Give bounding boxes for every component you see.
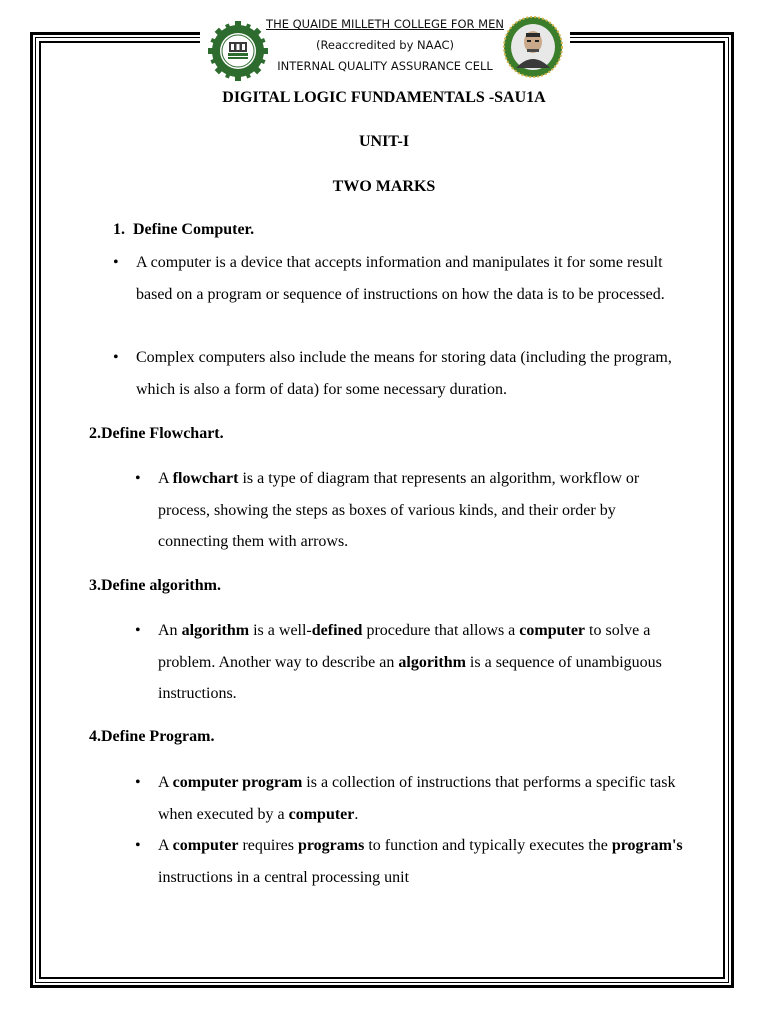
- bullet-icon: •: [135, 837, 141, 854]
- question-1-answer-1: A computer is a device that accepts information and manipulates it for some result based on a program or sequence of instructions on how the data is to be processed.: [136, 254, 665, 303]
- question-3-answer: An algorithm is a well-defined procedure that allows a computer to solve a problem. Another way to describe an algorithm is a sequence of unambiguous instructions.: [158, 622, 662, 702]
- question-1-title: Define Computer.: [133, 221, 255, 238]
- question-3-heading: 3.Define algorithm.: [89, 577, 221, 594]
- question-1-answer-2: Complex computers also include the means for storing data (including the program, which is also a form of data) for some necessary duration.: [136, 349, 672, 398]
- question-1-number: 1.: [113, 221, 125, 238]
- accreditation-line: (Reaccredited by NAAC): [315, 38, 455, 52]
- question-1-heading: [113, 221, 254, 239]
- bullet-icon: •: [135, 774, 141, 791]
- question-4-heading: 4.Define Program.: [89, 728, 215, 745]
- college-name: THE QUAIDE MILLETH COLLEGE FOR MEN: [266, 17, 504, 31]
- question-4-answer-1: A computer program is a collection of instructions that performs a specific task when executed by a computer.: [158, 774, 676, 823]
- question-2-answer: A flowchart is a type of diagram that represents an algorithm, workflow or process, showing the steps as boxes of various kinds, and their order by connecting them with arrows.: [158, 470, 640, 550]
- founder-portrait-icon: [503, 16, 563, 78]
- unit-heading: UNIT-I: [358, 133, 410, 150]
- bullet-icon: •: [113, 349, 119, 366]
- college-emblem-icon: [207, 20, 269, 82]
- bullet-icon: •: [113, 254, 119, 271]
- iqac-line: INTERNAL QUALITY ASSURANCE CELL: [277, 59, 493, 73]
- bullet-icon: •: [135, 622, 141, 639]
- document-title: DIGITAL LOGIC FUNDAMENTALS -SAU1A: [222, 89, 546, 106]
- question-4-answer-2: A computer requires programs to function and typically executes the program's instructions in a central processing unit: [158, 837, 683, 886]
- question-2-heading: 2.Define Flowchart.: [89, 425, 224, 442]
- section-heading: TWO MARKS: [332, 178, 436, 195]
- bullet-icon: •: [135, 470, 141, 487]
